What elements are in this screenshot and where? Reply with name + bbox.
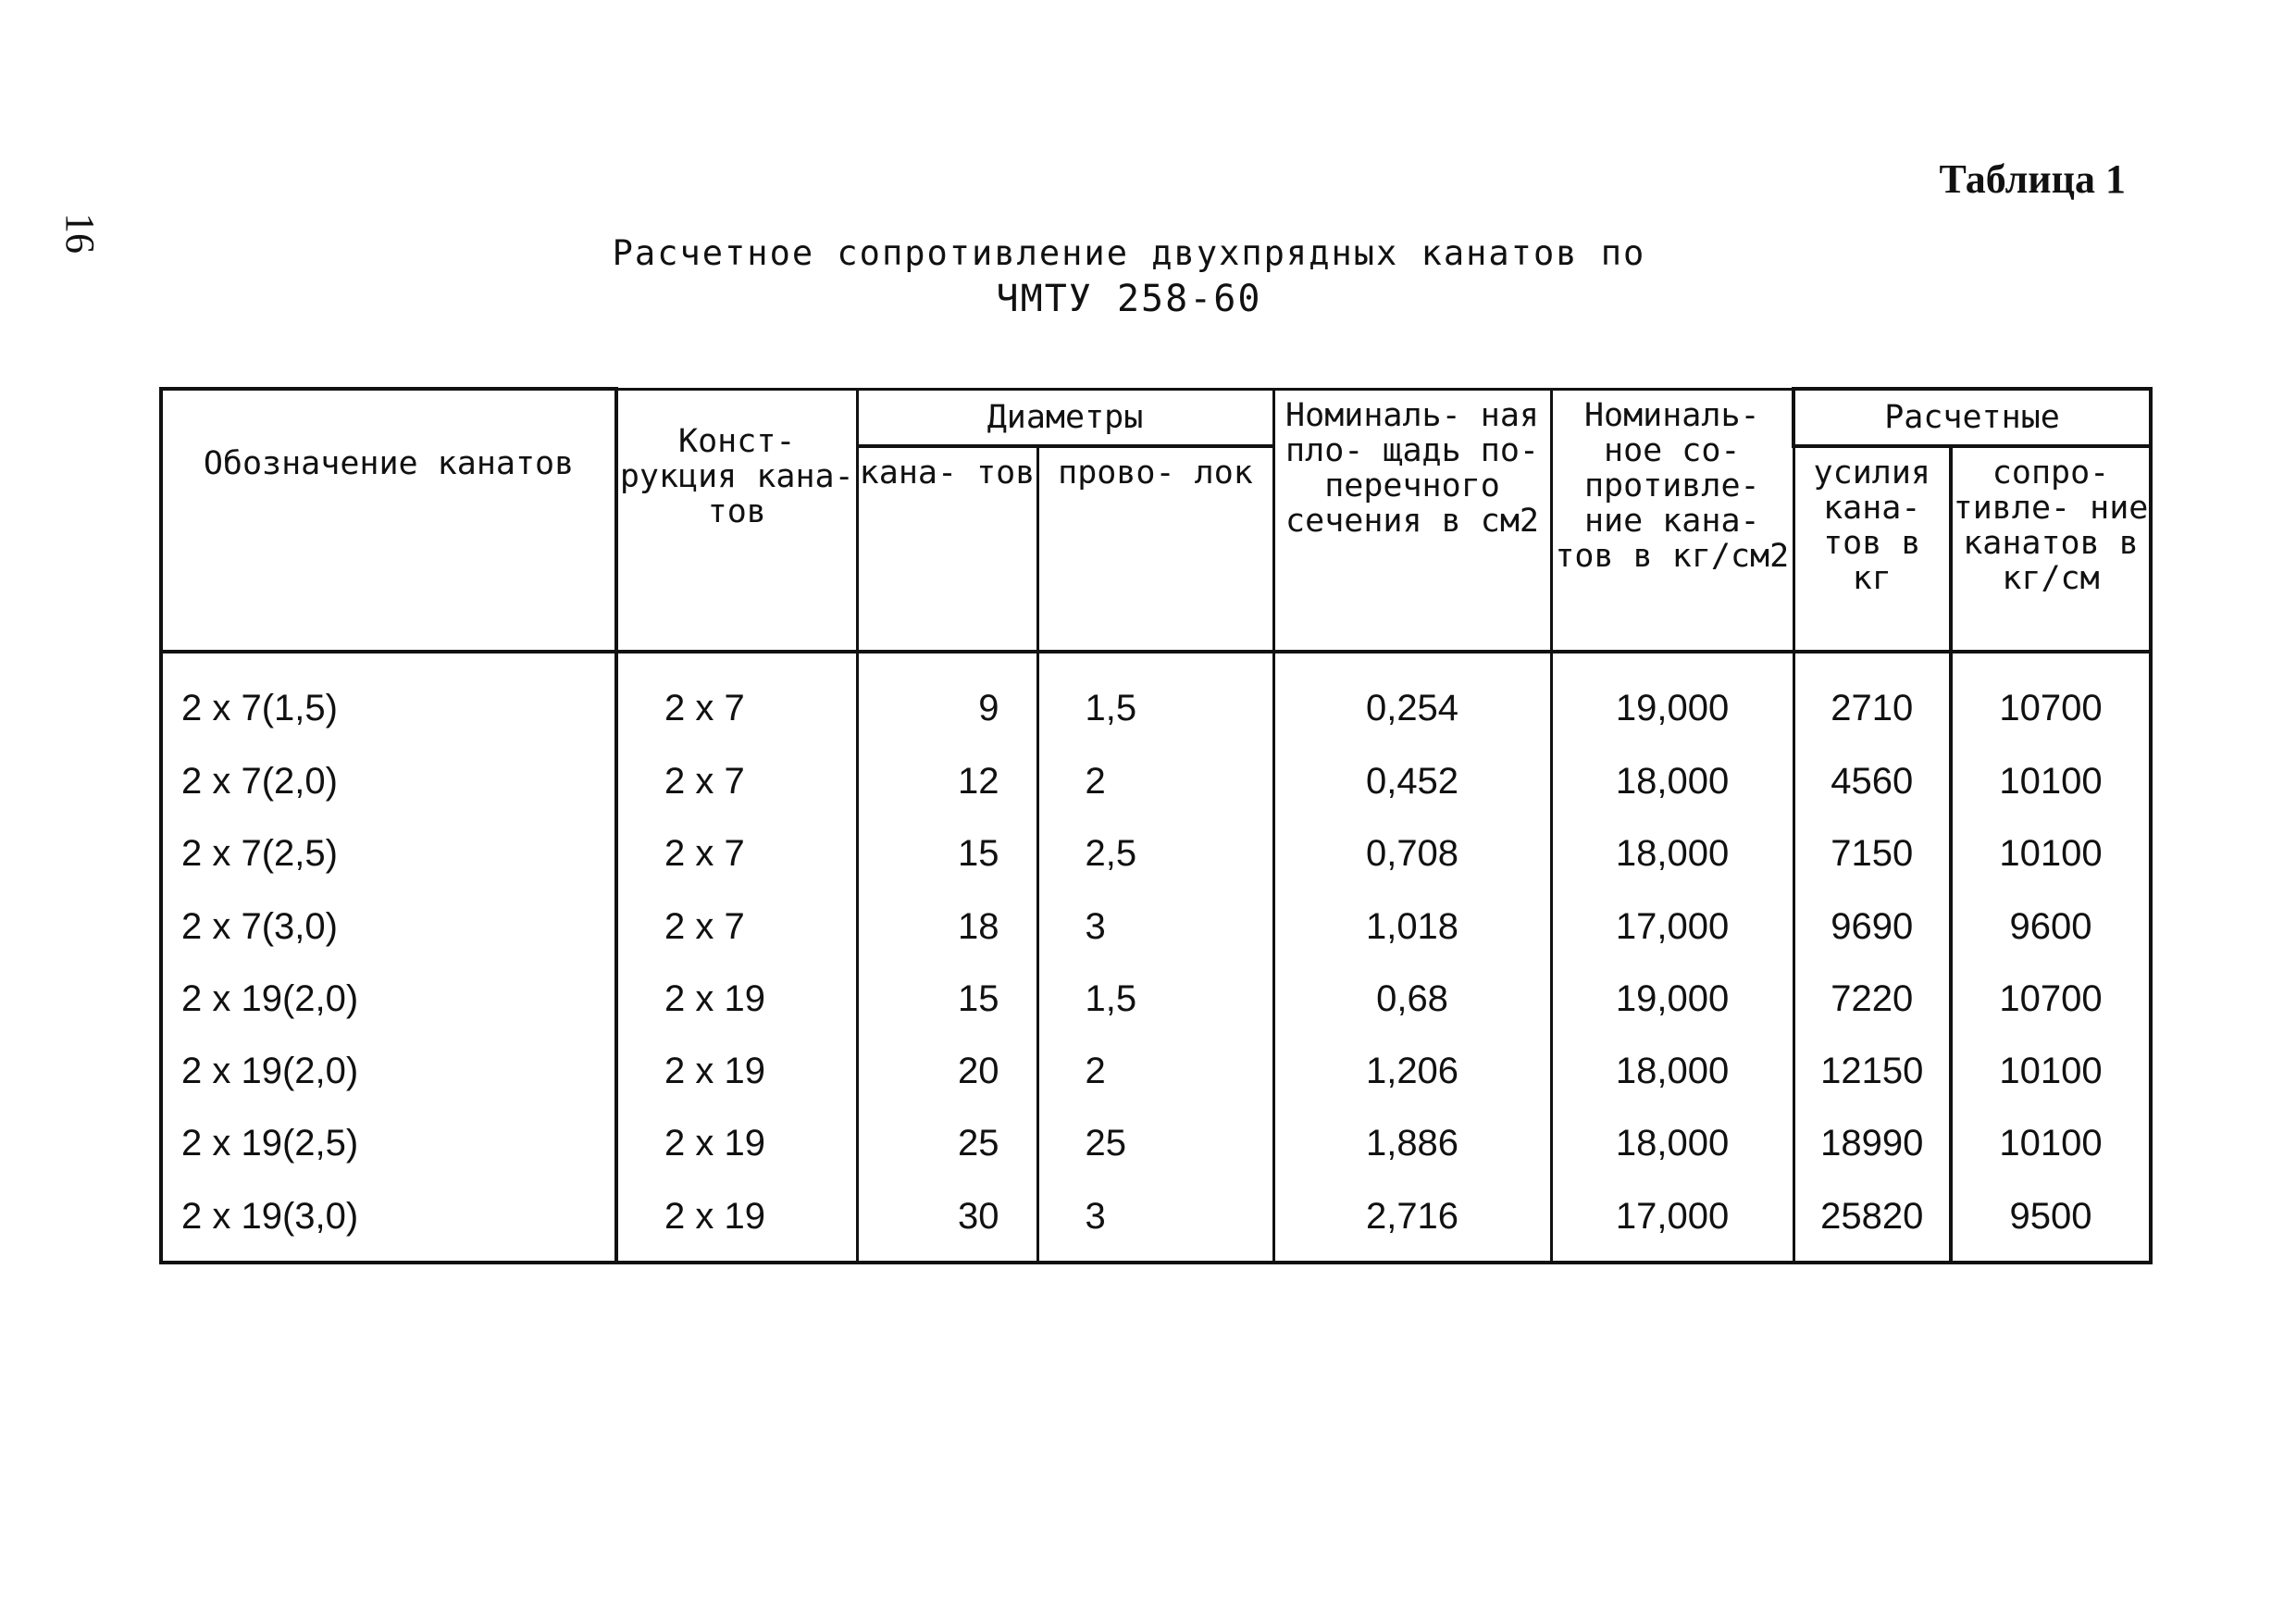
cell-nom-res: 17,000 [1551,890,1793,963]
cell-designation: 2 x 19(2,0) [161,1036,616,1108]
cell-d-rope: 9 [857,652,1037,746]
cell-area: 0,68 [1273,963,1551,1035]
cell-designation: 2 x 19(2,5) [161,1108,616,1180]
header-dia-wires: прово- лок [1037,446,1273,652]
cell-construction: 2 x 7 [616,746,857,818]
cell-d-wire: 1,5 [1037,963,1273,1035]
cell-res: 10700 [1951,963,2151,1035]
cell-res: 10100 [1951,746,2151,818]
table-row [161,1108,2151,1180]
cell-nom-res: 18,000 [1551,1036,1793,1108]
cell-res: 9600 [1951,890,2151,963]
cell-d-rope: 18 [857,890,1037,963]
cell-area: 0,254 [1273,652,1551,746]
table-row [161,963,2151,1035]
header-area: Номиналь- ная пло- щадь по- перечного сечения в см2 [1273,389,1551,652]
cell-construction: 2 x 19 [616,1108,857,1180]
page-number: 16 [57,213,103,254]
cell-designation: 2 x 7(2,5) [161,818,616,890]
cell-area: 1,886 [1273,1108,1551,1180]
cell-designation: 2 x 7(2,0) [161,746,616,818]
cell-d-wire: 1,5 [1037,652,1273,746]
cell-area: 0,452 [1273,746,1551,818]
cell-area: 0,708 [1273,818,1551,890]
cell-d-rope: 15 [857,818,1037,890]
cell-nom-res: 18,000 [1551,746,1793,818]
table-title-line2: ЧМТУ 258-60 [996,278,1262,320]
cell-force: 2710 [1793,652,1951,746]
header-dia-ropes: кана- тов [857,446,1037,652]
cell-res: 9500 [1951,1180,2151,1263]
header-construction: Конст- рукция кана- тов [616,389,857,652]
header-designation: Обозначение канатов [161,389,616,652]
cell-d-wire: 2,5 [1037,818,1273,890]
cell-designation: 2 x 7(1,5) [161,652,616,746]
cell-construction: 2 x 19 [616,1180,857,1263]
cell-nom-res: 18,000 [1551,818,1793,890]
cell-nom-res: 19,000 [1551,652,1793,746]
cell-construction: 2 x 7 [616,818,857,890]
cell-construction: 2 x 19 [616,1036,857,1108]
cell-d-rope: 15 [857,963,1037,1035]
table-row [161,818,2151,890]
cell-force: 9690 [1793,890,1951,963]
cell-res: 10100 [1951,1108,2151,1180]
cell-d-rope: 25 [857,1108,1037,1180]
cell-force: 18990 [1793,1108,1951,1180]
cell-area: 1,206 [1273,1036,1551,1108]
cell-area: 2,716 [1273,1180,1551,1263]
cell-construction: 2 x 7 [616,652,857,746]
header-diameters: Диаметры [857,389,1273,446]
header-nominal-resistance: Номиналь- ное со- противле- ние кана- тов в кг/см2 [1551,389,1793,652]
cell-d-rope: 12 [857,746,1037,818]
header-design-resistance: сопро- тивле- ние канатов в кг/см [1951,446,2151,652]
table-row [161,1036,2151,1108]
table-row [161,1180,2151,1263]
cell-d-rope: 20 [857,1036,1037,1108]
cell-d-wire: 25 [1037,1108,1273,1180]
cell-nom-res: 19,000 [1551,963,1793,1035]
cell-force: 7150 [1793,818,1951,890]
cell-designation: 2 x 19(2,0) [161,963,616,1035]
cell-force: 12150 [1793,1036,1951,1108]
cell-nom-res: 18,000 [1551,1108,1793,1180]
cell-res: 10700 [1951,652,2151,746]
cell-designation: 2 x 7(3,0) [161,890,616,963]
table-row [161,746,2151,818]
cell-force: 25820 [1793,1180,1951,1263]
cell-d-wire: 2 [1037,746,1273,818]
header-design: Расчетные [1793,389,2151,446]
table-title-line1: Расчетное сопротивление двухпрядных канатов по [612,233,1646,273]
cell-area: 1,018 [1273,890,1551,963]
cell-nom-res: 17,000 [1551,1180,1793,1263]
cell-force: 4560 [1793,746,1951,818]
cell-res: 10100 [1951,1036,2151,1108]
cell-res: 10100 [1951,818,2151,890]
header-design-force: усилия кана- тов в кг [1793,446,1951,652]
rope-resistance-table [159,387,2153,1264]
cell-d-wire: 2 [1037,1036,1273,1108]
cell-construction: 2 x 7 [616,890,857,963]
cell-d-rope: 30 [857,1180,1037,1263]
cell-force: 7220 [1793,963,1951,1035]
table-row [161,652,2151,746]
cell-d-wire: 3 [1037,890,1273,963]
cell-d-wire: 3 [1037,1180,1273,1263]
cell-construction: 2 x 19 [616,963,857,1035]
cell-designation: 2 x 19(3,0) [161,1180,616,1263]
table-row [161,890,2151,963]
table-label: Таблица 1 [1939,156,2126,202]
